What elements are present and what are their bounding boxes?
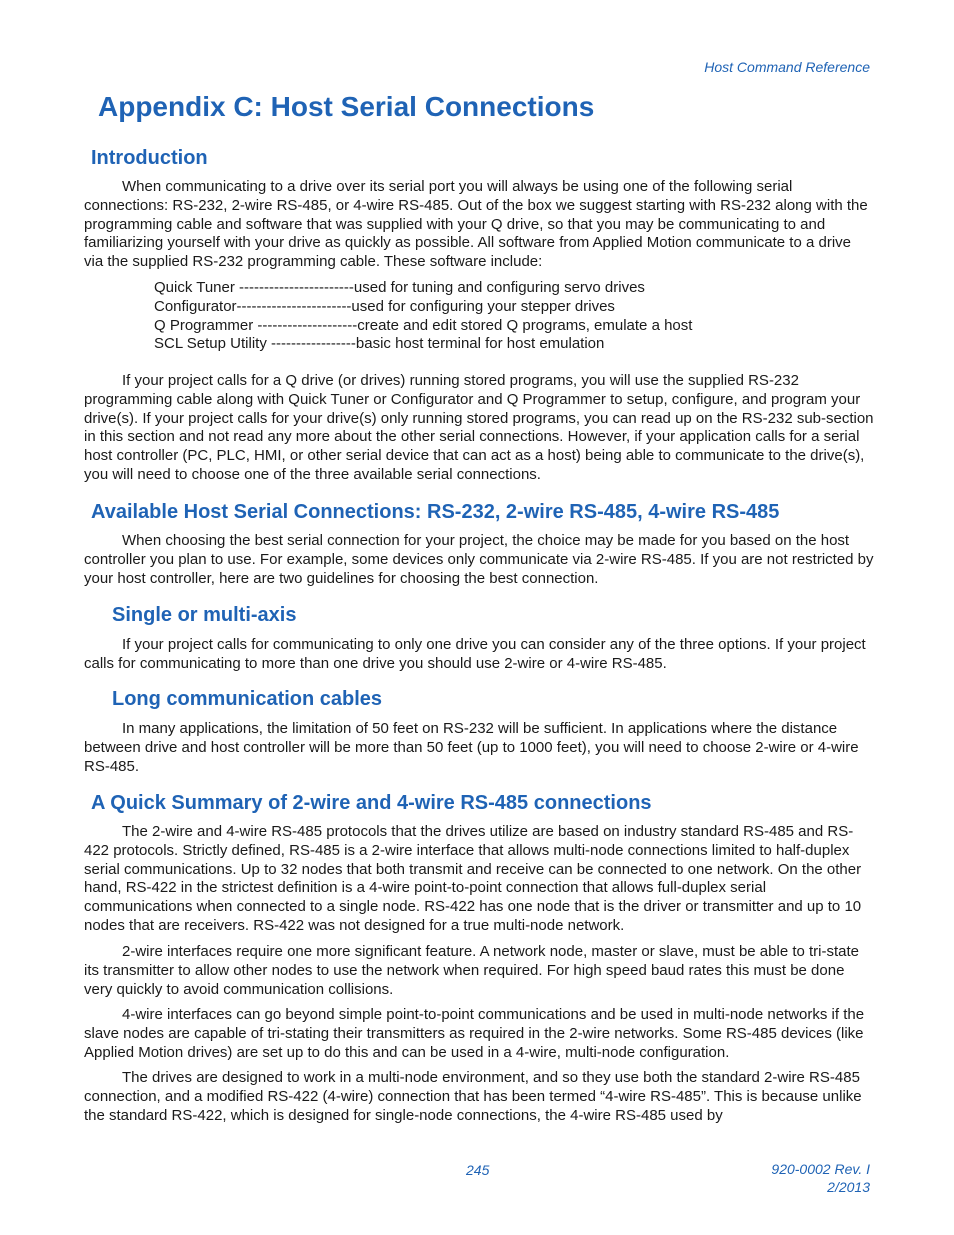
heading-quick-summary: A Quick Summary of 2-wire and 4-wire RS-485 connections [91, 792, 652, 814]
footer-date: 2/2013 [827, 1179, 870, 1195]
summary-paragraph-1: The 2-wire and 4-wire RS-485 protocols that the drives utilize are based on industry standard RS-485 and RS-422 protocols. Strictly defined, RS-485 is a 2-wire interface that allows multi-node connections limited to half-duplex serial communications. Up to 32 nodes that both transmit and receive can be connected to one network. On the other hand, RS-422 in the strictest definition is a 4-wire point-to-point connection that allows full-duplex serial communications when connected to a single node. RS-422 has one node that is the driver or transmitter and up to 10 nodes that are receivers. RS-422 was not designed for a true multi-node network. [84, 823, 862, 934]
summary-paragraph-2: 2-wire interfaces require one more significant feature. A network node, master or slave, must be able to tri-state its transmitter to allow other nodes to use the network when required. For high speed baud rates this must be done very quickly to avoid communication collisions. [84, 943, 860, 998]
software-item-scl-setup: SCL Setup Utility -----------------basic host terminal for host emulation [154, 335, 605, 353]
header-section-ref: Host Command Reference [704, 59, 870, 75]
software-item-quick-tuner: Quick Tuner -----------------------used for tuning and configuring servo drives [154, 279, 645, 296]
software-item-configurator: Configurator-----------------------used for configuring your stepper drives [154, 297, 615, 315]
summary-paragraph-3: 4-wire interfaces can go beyond simple point-to-point communications and be used in multi-node networks if the slave nodes are capable of tri-stating their transmitters as required in the 2-wire networks. Some RS-485 devices (like Applied Motion drives) are set up to do this and can be used in a 4-wire, multi-node configuration. [84, 1006, 865, 1061]
summary-paragraph-4: The drives are designed to work in a multi-node environment, and so they use both the standard 2-wire RS-485 connection, and a modified RS-422 (4-wire) connection that has been termed “4-wire RS-485”. This is because unlike the standard RS-422, which is designed for single-node connections, the 4-wire RS-485 used by [84, 1069, 862, 1124]
footer-page-number: 245 [466, 1162, 490, 1178]
software-item-q-programmer: Q Programmer --------------------create and edit stored Q programs, emulate a host [154, 316, 693, 334]
available-paragraph-1: When choosing the best serial connection for your project, the choice may be made for you based on the host controller you plan to use. For example, some devices only communicate via 2-wire RS-485. If you are not restricted by your host controller, here are two guidelines for choosing the best connection. [84, 532, 874, 587]
heading-introduction: Introduction [91, 147, 208, 169]
single-paragraph-1: If your project calls for communicating to only one drive you can consider any of the three options. If your project calls for communicating to more than one drive you should use 2-wire or 4-wire RS-485. [84, 636, 866, 672]
introduction-paragraph-2: If your project calls for a Q drive (or drives) running stored programs, you will use the supplied RS-232 programming cable along with Quick Tuner or Configurator and Q Programmer to setup, configure, and program your drive(s). If your project calls for your drive(s) only running stored programs, you can read up on the RS-232 sub-section in this section and not read any more about the other serial connections. However, if your application calls for a serial host controller (PC, PLC, HMI, or other serial device that can act as a host) being able to communicate to the drive(s), you will need to choose one of the three available serial connections. [84, 372, 874, 483]
software-list [154, 279, 692, 354]
heading-available-connections: Available Host Serial Connections: RS-232, 2-wire RS-485, 4-wire RS-485 [91, 501, 780, 523]
page-title: Appendix C: Host Serial Connections [98, 91, 595, 122]
introduction-paragraph-1: When communicating to a drive over its serial port you will always be using one of the following serial connections: RS-232, 2-wire RS-485, or 4-wire RS-485. Out of the box we suggest starting with RS-232 along with the programming cable and software that was supplied with your Q drive, so that you may be communicating to and familiarizing yourself with your drive as quickly as possible. All software from Applied Motion communicate to a drive via the supplied RS-232 programming cable. These software include: [84, 178, 868, 271]
footer-doc-rev: 920-0002 Rev. I [771, 1161, 870, 1177]
long-paragraph-1: In many applications, the limitation of 50 feet on RS-232 will be sufficient. In applications where the distance between drive and host controller will be more than 50 feet (up to 1000 feet), you will need to choose 2-wire or 4-wire RS-485. [84, 720, 859, 775]
heading-single-multi-axis: Single or multi-axis [112, 604, 297, 626]
footer-revision [771, 1160, 870, 1196]
heading-long-cables: Long communication cables [112, 688, 383, 710]
